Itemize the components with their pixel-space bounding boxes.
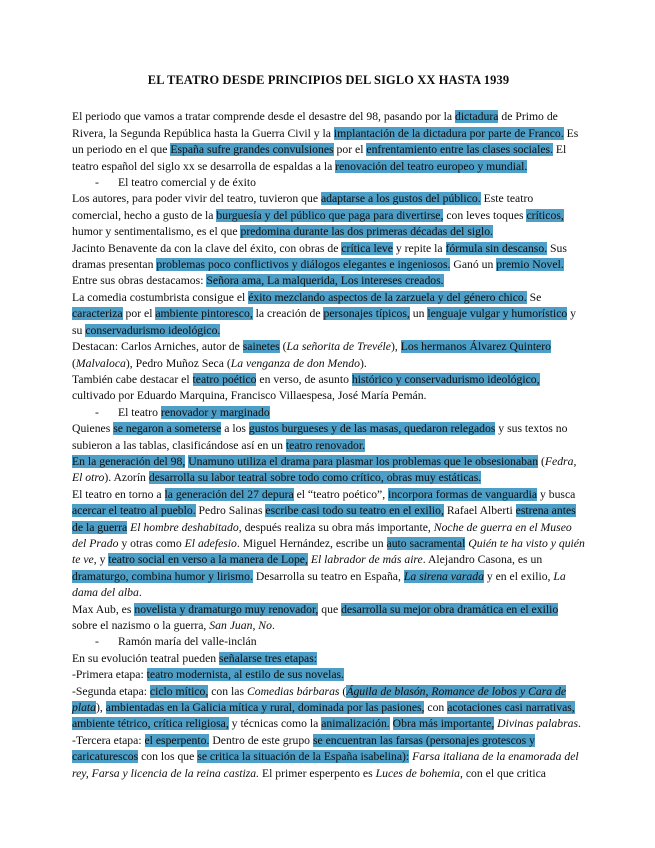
highlighted-text: desarrolla su mejor obra dramática en el exilio	[341, 602, 559, 616]
highlighted-text: España sufre grandes convulsiones	[170, 143, 334, 157]
text-run: Se	[526, 290, 542, 304]
work-title-text: El adefesio	[184, 536, 237, 550]
highlighted-text: acercar el teatro al pueblo.	[72, 504, 196, 518]
highlighted-text: burguesía y del público que paga para divertirse,	[216, 208, 444, 222]
paragraph	[72, 667, 585, 683]
text-run: Pedro Salinas	[195, 504, 266, 518]
text-run: , y	[93, 553, 109, 567]
text-run: Entre sus obras destacamos:	[72, 274, 207, 288]
text-run: ). Azorín	[104, 471, 149, 485]
bullet-dash: -	[95, 405, 99, 419]
highlighted-text: enfrentamiento entre las clases sociales.	[366, 143, 553, 157]
highlighted-text: Obra más importante,	[392, 717, 495, 731]
text-run: y técnicas como la	[228, 717, 322, 731]
text-run: , después realiza su obra más importante,	[238, 520, 434, 534]
text-run: Rafael Alberti	[443, 504, 516, 518]
highlighted-text: histórico y conservadurismo ideológico,	[351, 372, 540, 386]
text-run: a los	[221, 422, 249, 436]
highlighted-text: teatro social en verso a la manera de Lope,	[108, 553, 308, 567]
text-run: El teatro	[118, 405, 161, 419]
text-run: El periodo que vamos a tratar comprende desde el desastre del 98, pasando por la	[72, 110, 455, 124]
text-run: (	[279, 340, 287, 354]
document-body	[72, 109, 585, 782]
text-run: . Miguel Hernández, escribe un	[236, 536, 387, 550]
list-item-text	[118, 634, 585, 650]
highlighted-text: crítica leve	[341, 241, 393, 255]
text-run: por el	[333, 143, 367, 157]
text-run: y en el exilio,	[483, 569, 554, 583]
paragraph	[72, 241, 585, 290]
text-run: El primer esperpento es	[259, 766, 376, 780]
highlighted-text: renovación del teatro europeo y mundial.	[335, 159, 528, 173]
highlighted-text: el esperpento.	[144, 733, 210, 747]
text-run: .	[271, 619, 275, 632]
text-run: ), Pedro Muñoz Seca (	[125, 356, 231, 370]
text-run: En su evolución teatral pueden	[72, 651, 220, 665]
text-run: un	[409, 307, 428, 321]
paragraph	[72, 421, 585, 454]
paragraph	[72, 372, 585, 405]
text-run: y busca	[537, 487, 576, 501]
text-run: Destacan: Carlos Arniches, autor de	[72, 340, 243, 354]
highlighted-text: la generación del 27 depura	[164, 487, 294, 501]
text-run: -Segunda etapa:	[72, 684, 150, 698]
paragraph	[72, 651, 585, 667]
highlighted-text: auto sacramental	[386, 536, 466, 550]
text-run: La comedia costumbrista consigue el	[72, 290, 249, 304]
highlighted-text: sainetes	[242, 340, 280, 354]
text-run: en verso, de asunto	[256, 372, 352, 386]
highlighted-text: implantación de la dictadura por parte de Franco.	[333, 126, 564, 140]
highlighted-text: ciclo mítico,	[149, 684, 209, 698]
text-run: con leves toques	[443, 208, 527, 222]
highlighted-text: se negaron a someterse	[113, 422, 222, 436]
text-run: El teatro comercial y de éxito	[118, 176, 256, 190]
text-run: Desarrolla su teatro en España,	[252, 569, 404, 583]
text-run: ),	[96, 701, 106, 715]
text-run: con las	[208, 684, 247, 698]
highlighted-text: animalización.	[321, 717, 390, 731]
paragraph	[72, 602, 585, 635]
highlighted-text: novelista y dramaturgo muy renovador,	[134, 602, 319, 616]
paragraph	[72, 109, 585, 175]
work-title-text: Fedra, El otro	[72, 454, 577, 485]
highlighted-text: Unamuno utiliza el drama para plasmar los problemas que le obsesionaban	[188, 454, 539, 468]
highlighted-text: conservadurismo ideológico.	[85, 323, 221, 337]
highlighted-text: teatro modernista, al estilo de sus novelas.	[146, 668, 344, 682]
text-run: y sus textos no subieron a las tablas, clasificándose así en un	[72, 422, 568, 452]
paragraph	[72, 454, 585, 487]
highlighted-text: problemas poco conflictivos y diálogos elegantes e ingeniosos.	[156, 258, 451, 272]
text-run: Ramón maría del valle-inclán	[118, 635, 257, 649]
text-run: Jacinto Benavente da con la clave del éxito, con obras de	[72, 241, 342, 255]
highlighted-text: En la generación del 98,	[72, 454, 186, 468]
list-item	[72, 405, 585, 421]
text-run: y otras como	[118, 536, 185, 550]
text-run: , con el que critica	[460, 766, 546, 780]
highlighted-text: lenguaje vulgar y humorístico	[427, 307, 568, 321]
text-run: el “teatro poético”,	[293, 487, 389, 501]
text-run: de Primo de Rivera, la Segunda República hasta la Guerra Civil y la	[72, 110, 558, 140]
text-run: ),	[390, 340, 401, 354]
work-title-text: Quién te ha visto y quién te ve	[72, 536, 585, 567]
highlighted-text: ambientadas en la Galicia mítica y rural, dominada por las pasiones,	[105, 701, 425, 715]
text-run: y su	[72, 307, 577, 337]
highlighted-text: Los hermanos Álvarez Quintero	[400, 340, 551, 354]
paragraph	[72, 684, 585, 733]
text-run: (	[72, 356, 76, 370]
list-item	[72, 175, 585, 191]
paragraph	[72, 191, 585, 240]
list-item-text	[118, 175, 585, 191]
bullet-dash: -	[95, 176, 99, 190]
highlighted-text: críticos,	[526, 208, 564, 222]
work-title-text: Malvaloca	[75, 356, 126, 370]
text-run: por el	[122, 307, 156, 321]
text-run: con los que	[138, 750, 198, 764]
highlighted-text: señalarse tres etapas:	[219, 651, 318, 665]
highlighted-text: se encuentran las farsas (personajes grotescos y caricaturescos	[72, 733, 535, 764]
highlighted-text: predomina durante las dos primeras décadas del siglo.	[240, 225, 493, 239]
text-run: Dentro de este grupo	[209, 733, 313, 747]
text-run: Max Aub, es	[72, 602, 135, 616]
work-title-text: La venganza de don Mendo	[230, 356, 360, 370]
highlighted-text: Águila de blasón, Romance de lobos y Cara de plata	[72, 684, 567, 715]
paragraph	[72, 733, 585, 782]
work-title-text: La dama del alba	[72, 569, 566, 600]
highlighted-text: desarrolla su labor teatral sobre todo como crítico, obras muy estáticas.	[148, 471, 482, 485]
list-item-text	[118, 405, 585, 421]
text-run: que	[318, 602, 342, 616]
highlighted-text: incorpora formas de vanguardia	[388, 487, 538, 501]
highlighted-text: estrena antes de la guerra	[72, 504, 576, 534]
highlighted-text: se critica la situación de la España isabelina):	[197, 750, 410, 764]
text-run: cultivado por Eduardo Marquina, Francisco Villaespesa, José María Pemán.	[72, 389, 427, 403]
text-run: ).	[359, 356, 367, 370]
paragraph	[72, 487, 585, 602]
work-title-text: Luces de bohemia	[375, 766, 460, 780]
paragraph	[72, 339, 585, 372]
text-run: y repite la	[392, 241, 446, 255]
text-run: Quienes	[72, 422, 114, 436]
text-run: . Alejandro Casona, es un	[422, 553, 543, 567]
highlighted-text: La sirena varada	[403, 569, 484, 583]
text-run: humor y sentimentalismo, es el que	[72, 225, 241, 239]
work-title-text: Farsa italiana de la enamorada del rey, Farsa y licencia de la reina castiza.	[72, 750, 579, 780]
highlighted-text: dramaturgo, combina humor y lirismo.	[72, 569, 253, 583]
text-run: Sus dramas presentan	[72, 241, 567, 272]
highlighted-text: gustos burgueses y de las masas, quedaron relegados	[248, 422, 496, 436]
document-title: EL TEATRO DESDE PRINCIPIOS DEL SIGLO XX HASTA 1939	[147, 73, 510, 87]
highlighted-text: éxito mezclando aspectos de la zarzuela y del género chico.	[248, 290, 527, 304]
text-run: Este teatro comercial, hecho a gusto de la	[72, 192, 534, 222]
text-run: El teatro en torno a	[72, 487, 165, 501]
text-run: .	[578, 717, 581, 731]
highlighted-text: escribe casi todo su teatro en el exilio,	[265, 504, 444, 518]
text-run: Los autores, para poder vivir del teatro, tuvieron que	[72, 192, 321, 206]
text-run: -Primera etapa:	[72, 668, 147, 682]
highlighted-text: personajes típicos,	[323, 307, 410, 321]
work-title-text: El labrador de más aire	[310, 553, 423, 567]
text-run: Es un periodo en el que	[72, 126, 579, 157]
highlighted-text: teatro renovador.	[285, 438, 366, 452]
highlighted-text: Señora ama, La malquerida, Los intereses creados.	[206, 274, 444, 288]
text-run: sobre el nazismo o la guerra,	[72, 619, 210, 632]
highlighted-text: fórmula sin descanso.	[445, 241, 548, 255]
text-run: -Tercera etapa:	[72, 733, 145, 747]
work-title-text: San Juan, No	[209, 619, 272, 632]
text-run: la creación de	[252, 307, 324, 321]
work-title-text: El hombre deshabitado	[130, 520, 239, 534]
highlighted-text: dictadura	[454, 110, 499, 124]
work-title-text: Divinas palabras	[497, 717, 579, 731]
text-run: .	[138, 586, 142, 600]
text-run: El teatro español del siglo xx se desarrolla de espaldas a la	[72, 143, 567, 173]
highlighted-text: renovador y marginado	[160, 405, 270, 419]
text-run: También cabe destacar el	[72, 372, 193, 386]
bullet-dash: -	[95, 635, 99, 649]
highlighted-text: acotaciones casi narrativas, ambiente tétrico, crítica religiosa,	[72, 701, 575, 731]
work-title-text: Comedias bárbaras	[246, 684, 340, 698]
text-run: (	[538, 454, 545, 468]
highlighted-text: teatro poético	[192, 372, 257, 386]
text-run: Ganó un	[450, 258, 497, 272]
highlighted-text: adaptarse a los gustos del público.	[320, 192, 481, 206]
work-title-text: Noche de guerra en el Museo del Prado	[72, 520, 572, 550]
highlighted-text: caracteriza	[72, 307, 123, 321]
highlighted-text: ambiente pintoresco,	[155, 307, 253, 321]
list-item	[72, 634, 585, 650]
text-run: (	[339, 684, 347, 698]
text-run: con	[424, 701, 448, 715]
paragraph	[72, 290, 585, 339]
work-title-text: La señorita de Trevéle	[286, 340, 391, 354]
highlighted-text: premio Novel.	[496, 258, 564, 272]
